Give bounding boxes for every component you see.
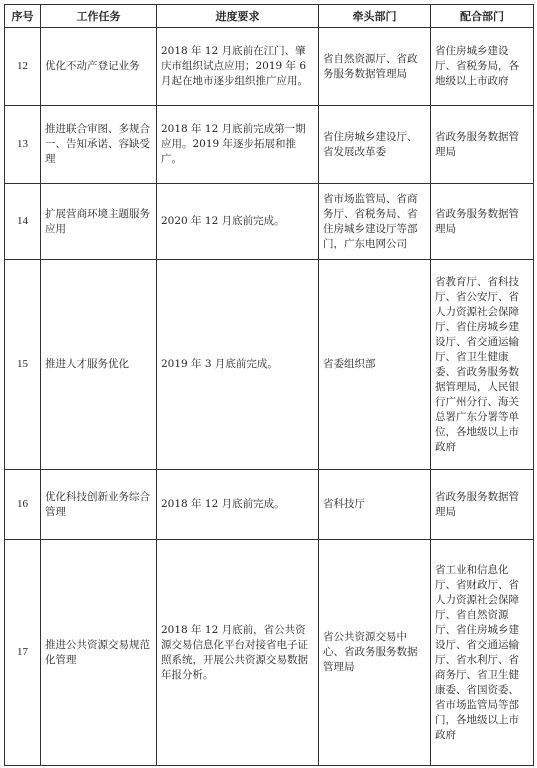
row-lead-dept: 省委组织部 (319, 260, 431, 470)
row-no: 16 (5, 470, 41, 540)
table-row (5, 260, 534, 470)
row-coop-dept: 省教育厅、省科技厅、省公安厅、省人力资源社会保障厅、省住房城乡建设厅、省交通运输厅、省卫生健康委、省政务服务数据管理局，人民银行广州分行、海关总署广东分署等单位，各地级以上市政府 (431, 260, 534, 470)
row-no: 14 (5, 184, 41, 260)
row-no: 17 (5, 540, 41, 766)
row-task: 推进联合审图、多规合一、告知承诺、容缺受理 (41, 106, 157, 184)
row-task: 优化不动产登记业务 (41, 28, 157, 106)
row-task: 扩展营商环境主题服务应用 (41, 184, 157, 260)
row-progress: 2018 年 12 月底前完成。 (157, 470, 319, 540)
row-coop-dept: 省住房城乡建设厅、省税务局，各地级以上市政府 (431, 28, 534, 106)
table-row (5, 106, 534, 184)
row-progress: 2018 年 12 月底前完成第一期应用。2019 年逐步拓展和推广。 (157, 106, 319, 184)
task-table (4, 4, 534, 766)
row-lead-dept: 省公共资源交易中心、省政务服务数据管理局 (319, 540, 431, 766)
row-lead-dept: 省市场监管局、省商务厅、省税务局、省住房城乡建设厅等部门，广东电网公司 (319, 184, 431, 260)
row-no: 12 (5, 28, 41, 106)
row-coop-dept: 省政务服务数据管理局 (431, 470, 534, 540)
row-lead-dept: 省科技厅 (319, 470, 431, 540)
row-progress: 2018 年 12 月底前，省公共资源交易信息化平台对接省电子证照系统，开展公共资源交易数据年报分析。 (157, 540, 319, 766)
table-header-row (5, 5, 534, 28)
table-row (5, 184, 534, 260)
row-coop-dept: 省工业和信息化厅、省财政厅、省人力资源社会保障厅、省自然资源厅、省住房城乡建设厅、省交通运输厅、省水利厅、省商务厅、省卫生健康委、省国资委、省市场监管局等部门，各地级以上市政府 (431, 540, 534, 766)
table-row (5, 28, 534, 106)
table-row (5, 470, 534, 540)
header-coop-dept: 配合部门 (431, 5, 534, 28)
row-lead-dept: 省住房城乡建设厅、省发展改革委 (319, 106, 431, 184)
header-lead-dept: 牵头部门 (319, 5, 431, 28)
row-progress: 2019 年 3 月底前完成。 (157, 260, 319, 470)
row-task: 推进人才服务优化 (41, 260, 157, 470)
row-task: 优化科技创新业务综合管理 (41, 470, 157, 540)
table-row (5, 540, 534, 766)
row-progress: 2018 年 12 月底前在江门、肇庆市组织试点应用；2019 年 6 月起在地市逐步组织推广应用。 (157, 28, 319, 106)
row-coop-dept: 省政务服务数据管理局 (431, 184, 534, 260)
header-task: 工作任务 (41, 5, 157, 28)
row-no: 15 (5, 260, 41, 470)
row-task: 推进公共资源交易规范化管理 (41, 540, 157, 766)
row-no: 13 (5, 106, 41, 184)
header-progress: 进度要求 (157, 5, 319, 28)
header-no: 序号 (5, 5, 41, 28)
row-lead-dept: 省自然资源厅、省政务服务数据管理局 (319, 28, 431, 106)
row-progress: 2020 年 12 月底前完成。 (157, 184, 319, 260)
row-coop-dept: 省政务服务数据管理局 (431, 106, 534, 184)
